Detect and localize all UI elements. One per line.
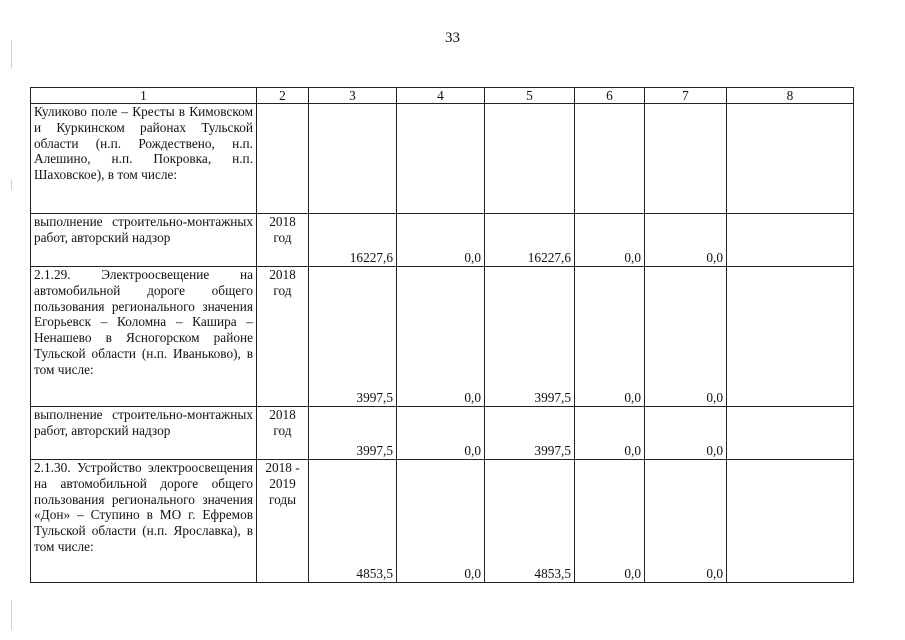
value-cell — [727, 407, 854, 460]
value-cell: 16227,6 — [485, 214, 575, 267]
value-cell: 3997,5 — [485, 267, 575, 407]
scan-artifact — [11, 600, 12, 630]
value-cell: 3997,5 — [485, 407, 575, 460]
item-year: 2018 - 2019 годы — [257, 460, 309, 583]
value-cell: 4853,5 — [309, 460, 397, 583]
header-cell: 4 — [397, 88, 485, 104]
header-cell: 3 — [309, 88, 397, 104]
value-cell: 0,0 — [645, 214, 727, 267]
scan-artifact — [11, 40, 12, 68]
header-cell: 7 — [645, 88, 727, 104]
value-cell: 0,0 — [397, 267, 485, 407]
item-year: 2018 год — [257, 267, 309, 407]
item-description: выполнение строительно-монтажных работ, авторский надзор — [31, 214, 257, 267]
header-row — [31, 88, 854, 104]
header-cell: 6 — [575, 88, 645, 104]
table-row — [31, 460, 854, 583]
value-cell: 0,0 — [575, 407, 645, 460]
value-cell: 0,0 — [645, 407, 727, 460]
table-row — [31, 214, 854, 267]
value-cell: 0,0 — [645, 460, 727, 583]
value-cell — [309, 104, 397, 214]
value-cell — [485, 104, 575, 214]
value-cell — [645, 104, 727, 214]
value-cell: 3997,5 — [309, 407, 397, 460]
value-cell: 0,0 — [397, 214, 485, 267]
item-description: 2.1.29. Электроосвещение на автомобильной дороге общего пользования регионального значения Егорьевск – Коломна – Кашира – Ненашево в Ясногорском районе Тульской области (н.п. Иваньково), в том числе: — [31, 267, 257, 407]
value-cell: 0,0 — [575, 214, 645, 267]
value-cell: 4853,5 — [485, 460, 575, 583]
budget-table — [30, 87, 854, 583]
value-cell — [397, 104, 485, 214]
table-row — [31, 104, 854, 214]
item-year — [257, 104, 309, 214]
value-cell: 0,0 — [575, 460, 645, 583]
value-cell — [727, 460, 854, 583]
value-cell: 16227,6 — [309, 214, 397, 267]
header-cell: 2 — [257, 88, 309, 104]
header-cell: 1 — [31, 88, 257, 104]
table-row — [31, 407, 854, 460]
header-cell: 5 — [485, 88, 575, 104]
item-description: 2.1.30. Устройство электроосвещения на автомобильной дороге общего пользования регионального значения «Дон» – Ступино в МО г. Ефремов Тульской области (н.п. Ярославка), в том числе: — [31, 460, 257, 583]
value-cell — [575, 104, 645, 214]
value-cell: 0,0 — [645, 267, 727, 407]
value-cell: 0,0 — [575, 267, 645, 407]
value-cell — [727, 214, 854, 267]
value-cell — [727, 267, 854, 407]
value-cell — [727, 104, 854, 214]
value-cell: 0,0 — [397, 407, 485, 460]
item-year: 2018 год — [257, 214, 309, 267]
table-row — [31, 267, 854, 407]
item-year: 2018 год — [257, 407, 309, 460]
item-description: выполнение строительно-монтажных работ, авторский надзор — [31, 407, 257, 460]
value-cell: 0,0 — [397, 460, 485, 583]
value-cell: 3997,5 — [309, 267, 397, 407]
header-cell: 8 — [727, 88, 854, 104]
page-number: 33 — [445, 30, 460, 46]
item-description: Куликово поле – Кресты в Кимовском и Куркинском районах Тульской области (н.п. Рождествено, н.п. Алешино, н.п. Покровка, н.п. Шаховское), в том числе: — [31, 104, 257, 214]
scan-artifact — [11, 180, 12, 190]
